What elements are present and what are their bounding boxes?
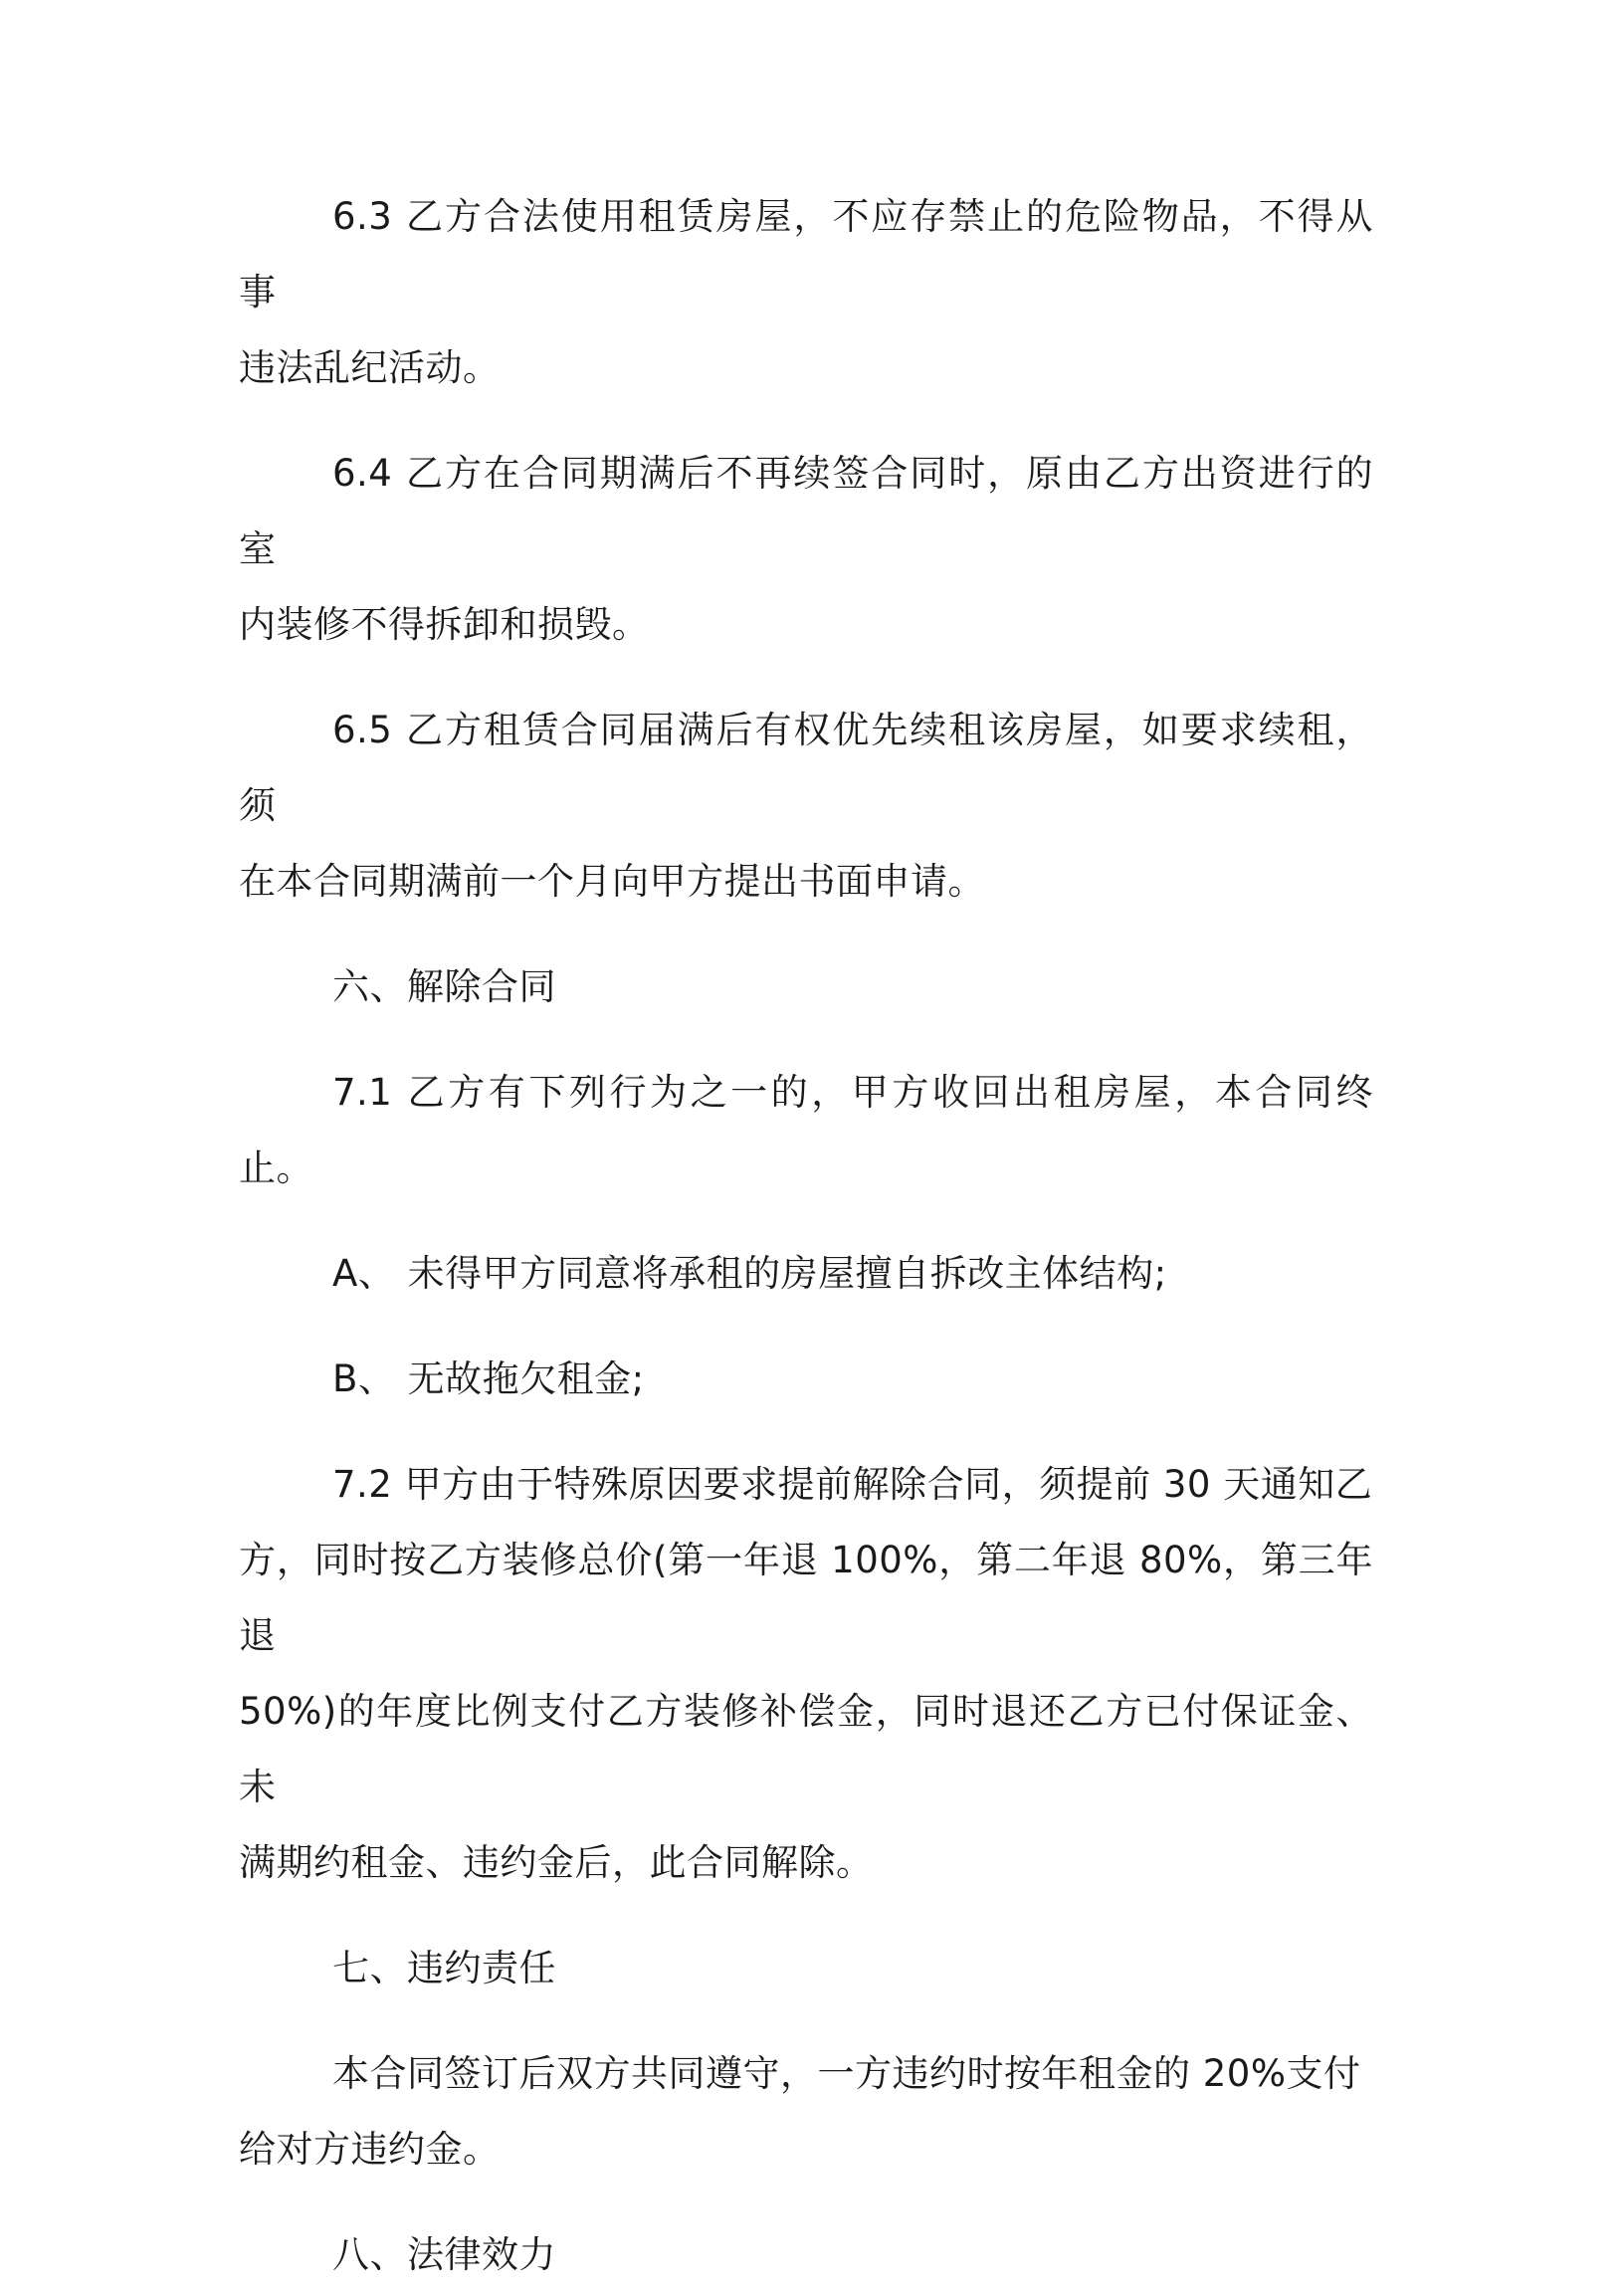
- list-item-b: [239, 1342, 1373, 1417]
- paragraph-line: 7.1 乙方有下列行为之一的，甲方收回出租房屋，本合同终止。: [239, 1071, 1373, 1189]
- section-heading: 七、违约责任: [332, 1947, 556, 1989]
- paragraph-line: B、 无故拖欠租金;: [332, 1357, 645, 1400]
- paragraph-line: 给对方违约金。: [239, 2128, 501, 2171]
- paragraph-6-3: [239, 179, 1373, 406]
- document-body: [239, 179, 1373, 2293]
- paragraph-line: 方，同时按乙方装修总价(第一年退 100%，第二年退 80%，第三年退: [239, 1539, 1373, 1657]
- section-heading-termination: [239, 949, 1373, 1025]
- paragraph-line: 50%)的年度比例支付乙方装修补偿金，同时退还乙方已付保证金、未: [239, 1690, 1373, 1808]
- paragraph-line: 本合同签订后双方共同遵守，一方违约时按年租金的 20%支付: [332, 2052, 1361, 2095]
- section-heading-liability: [239, 1931, 1373, 2006]
- paragraph-7-2: [239, 1447, 1373, 1901]
- paragraph-line: 满期约租金、违约金后，此合同解除。: [239, 1841, 874, 1884]
- section-heading-legal-effect: [239, 2217, 1373, 2293]
- paragraph-line: 内装修不得拆卸和损毁。: [239, 603, 650, 646]
- paragraph-line: 6.4 乙方在合同期满后不再续签合同时，原由乙方出资进行的室: [239, 452, 1373, 570]
- paragraph-6-5: [239, 693, 1373, 920]
- paragraph-6-4: [239, 436, 1373, 663]
- section-heading: 八、法律效力: [332, 2233, 556, 2276]
- paragraph-line: 违法乱纪活动。: [239, 346, 501, 389]
- paragraph-line: 在本合同期满前一个月向甲方提出书面申请。: [239, 860, 985, 903]
- section-heading: 六、解除合同: [332, 965, 556, 1008]
- paragraph-liability: [239, 2036, 1373, 2188]
- paragraph-line: 7.2 甲方由于特殊原因要求提前解除合同，须提前 30 天通知乙: [332, 1463, 1373, 1506]
- paragraph-7-1: [239, 1055, 1373, 1206]
- list-item-a: [239, 1236, 1373, 1312]
- paragraph-line: 6.5 乙方租赁合同届满后有权优先续租该房屋，如要求续租，须: [239, 709, 1373, 827]
- paragraph-line: A、 未得甲方同意将承租的房屋擅自拆改主体结构;: [332, 1252, 1167, 1295]
- paragraph-line: 6.3 乙方合法使用租赁房屋，不应存禁止的危险物品，不得从事: [239, 195, 1373, 313]
